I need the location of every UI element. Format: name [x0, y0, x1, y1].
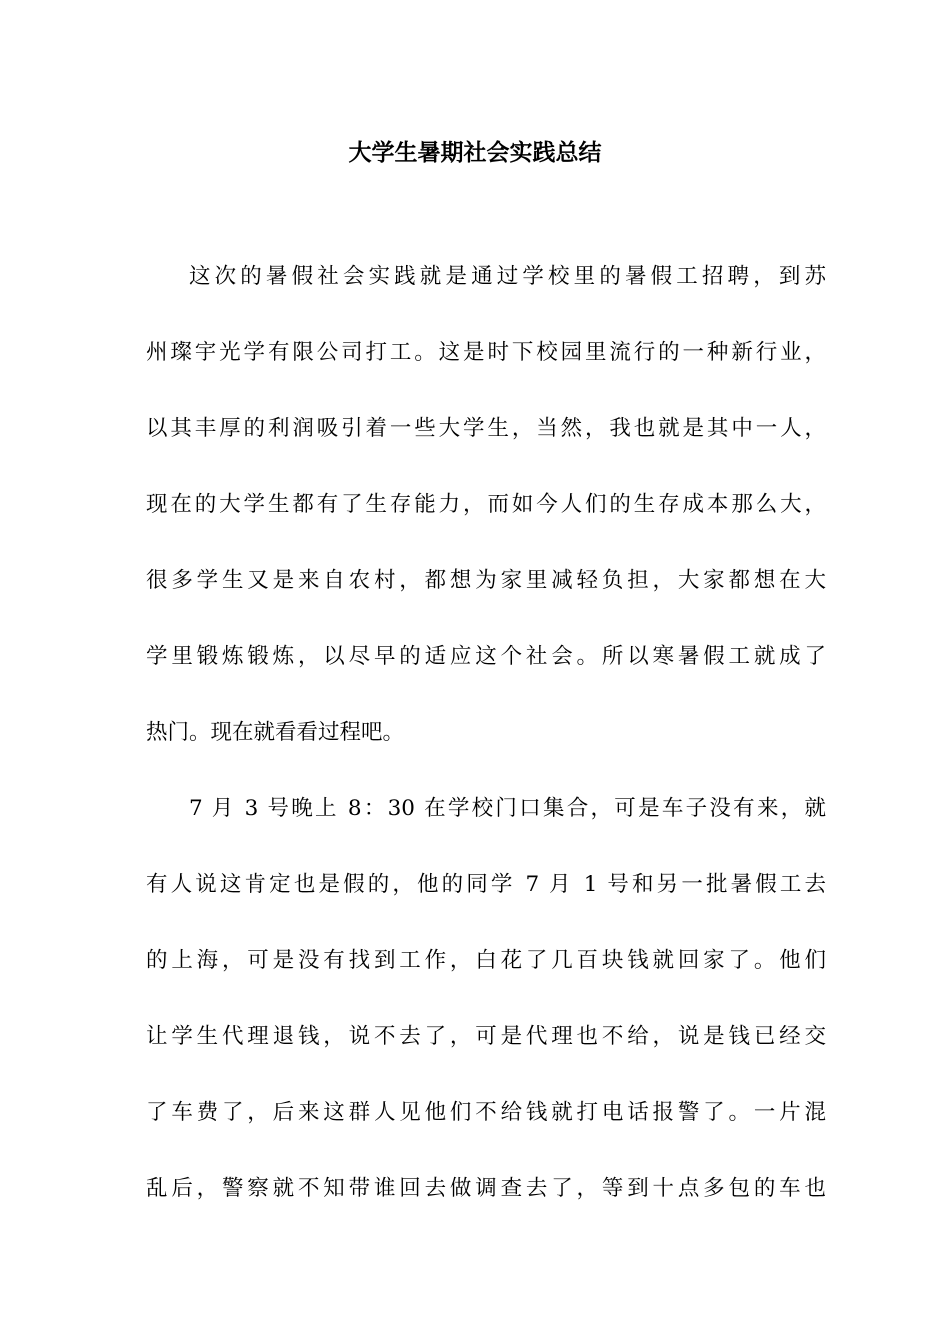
- document-body: [146, 254, 826, 1242]
- text-line: 现在的大学生都有了生存能力，而如今人们的生存成本那么大，: [146, 492, 826, 517]
- text-line: 有人说这肯定也是假的，他的同学 7 月 1 号和另一批暑假工去: [146, 872, 826, 897]
- text-line: 热门。现在就看看过程吧。: [146, 720, 405, 745]
- text-line: 这次的暑假社会实践就是通过学校里的暑假工招聘，到苏: [189, 264, 826, 289]
- text-line: 了车费了，后来这群人见他们不给钱就打电话报警了。一片混: [146, 1100, 826, 1125]
- paragraph-1: [146, 254, 826, 786]
- document-title: 大学生暑期社会实践总结: [348, 140, 602, 166]
- text-line: 州璨宇光学有限公司打工。这是时下校园里流行的一种新行业，: [146, 340, 826, 365]
- text-line: 7 月 3 号晚上 8：30 在学校门口集合，可是车子没有来，就: [189, 796, 826, 821]
- paragraph-2: [146, 786, 826, 1242]
- text-line: 很多学生又是来自农村，都想为家里减轻负担，大家都想在大: [146, 568, 826, 593]
- text-line: 让学生代理退钱，说不去了，可是代理也不给，说是钱已经交: [146, 1024, 826, 1049]
- text-line: 的上海，可是没有找到工作，白花了几百块钱就回家了。他们: [146, 948, 826, 973]
- text-line: 乱后，警察就不知带谁回去做调查去了，等到十点多包的车也: [146, 1176, 826, 1201]
- text-line: 学里锻炼锻炼，以尽早的适应这个社会。所以寒暑假工就成了: [146, 644, 826, 669]
- text-line: 以其丰厚的利润吸引着一些大学生，当然，我也就是其中一人，: [146, 416, 826, 441]
